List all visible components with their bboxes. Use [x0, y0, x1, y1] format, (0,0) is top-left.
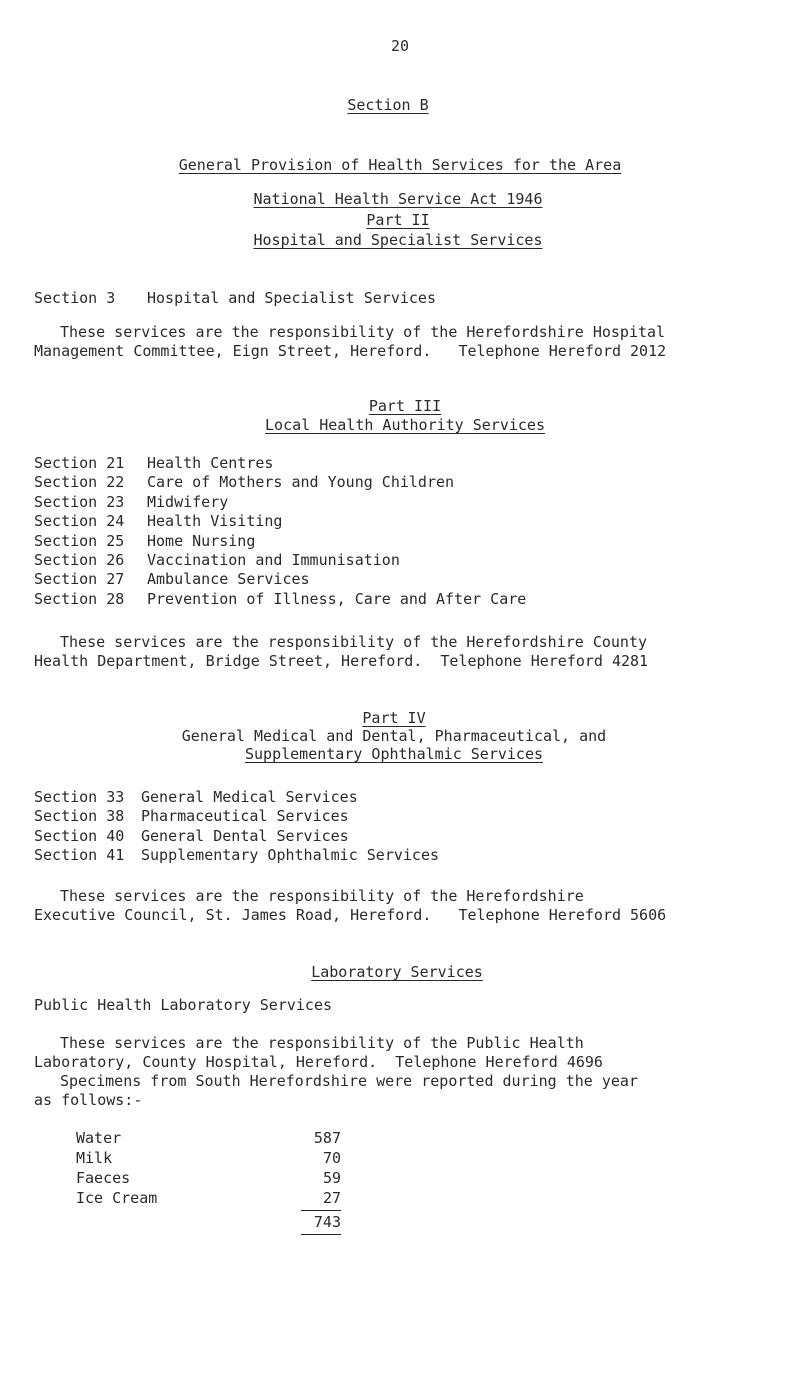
- section-number: Section 38: [34, 807, 125, 826]
- specimen-label: Ice Cream: [76, 1189, 158, 1207]
- section-name: General Medical Services: [141, 788, 358, 806]
- list-item: [34, 472, 754, 491]
- list-item: [34, 589, 754, 608]
- section-name: Midwifery: [147, 492, 229, 511]
- lab-para-line3: Specimens from South Herefordshire were reported during the year: [60, 1072, 638, 1090]
- list-item: [34, 787, 754, 806]
- specimen-count: 587: [313, 1129, 341, 1147]
- specimen-count: 70: [322, 1149, 341, 1167]
- part4-subtitle-line1: General Medical and Dental, Pharmaceutical, and: [181, 727, 607, 745]
- part3-para-line2: Health Department, Bridge Street, Hereford. Telephone Hereford 4281: [34, 652, 649, 670]
- table-row: [76, 1188, 376, 1208]
- list-item: [34, 531, 754, 550]
- total-rule-bottom: [301, 1234, 341, 1235]
- part3-subtitle: Local Health Authority Services: [265, 416, 545, 434]
- list-item: [34, 569, 754, 588]
- specimen-count: 59: [322, 1169, 341, 1187]
- part4-para-line1: These services are the responsibility of the Herefordshire: [60, 887, 584, 905]
- section-number: Section 21: [34, 454, 125, 472]
- section-name: Vaccination and Immunisation: [147, 550, 400, 569]
- section-number: Section 24: [34, 512, 125, 531]
- section3-para-line1: These services are the responsibility of the Herefordshire Hospital: [60, 323, 666, 341]
- specimen-total: 743: [313, 1213, 341, 1231]
- section-title: Section B: [347, 96, 429, 114]
- total-rule-top: [301, 1210, 341, 1211]
- section-name: Health Visiting: [147, 512, 283, 531]
- part4-section-list: [34, 787, 754, 865]
- section3-para-line2: Management Committee, Eign Street, Hereford. Telephone Hereford 2012: [34, 342, 667, 360]
- section-number: Section 26: [34, 550, 125, 569]
- list-item: [34, 826, 754, 845]
- act-title: National Health Service Act 1946: [253, 190, 543, 208]
- part3-section-list: [34, 453, 754, 608]
- section3-title: Hospital and Specialist Services: [147, 289, 436, 307]
- section-number: Section 27: [34, 570, 125, 589]
- table-row: [76, 1168, 376, 1188]
- section-number: Section 28: [34, 589, 125, 608]
- list-item: [34, 453, 754, 472]
- section-number: Section 23: [34, 492, 125, 511]
- part4-para-line2: Executive Council, St. James Road, Hereford. Telephone Hereford 5606: [34, 906, 667, 924]
- section-name: Pharmaceutical Services: [141, 807, 349, 826]
- list-item: [34, 550, 754, 569]
- act-subtitle: Hospital and Specialist Services: [253, 231, 543, 249]
- lab-para-line4: as follows:-: [34, 1091, 143, 1109]
- list-item: [34, 511, 754, 530]
- part4-title: Part IV: [362, 709, 426, 727]
- lab-para-line1: These services are the responsibility of the Public Health: [60, 1034, 584, 1052]
- part4-subtitle-line2: Supplementary Ophthalmic Services: [244, 745, 543, 763]
- specimen-label: Milk: [76, 1149, 113, 1167]
- section3-label: Section 3: [34, 289, 116, 307]
- part3-para-line1: These services are the responsibility of the Herefordshire County: [60, 633, 647, 651]
- section-number: Section 40: [34, 826, 125, 845]
- list-item: [34, 492, 754, 511]
- section-name: Supplementary Ophthalmic Services: [141, 846, 440, 865]
- section-name: General Dental Services: [141, 826, 349, 845]
- lab-title: Laboratory Services: [311, 963, 483, 981]
- table-row: [76, 1148, 376, 1168]
- section-number: Section 41: [34, 846, 125, 865]
- lab-para-line2: Laboratory, County Hospital, Hereford. Telephone Hereford 4696: [34, 1053, 603, 1071]
- section-name: Health Centres: [147, 454, 274, 472]
- specimen-label: Water: [76, 1129, 122, 1147]
- list-item: [34, 845, 754, 864]
- section-name: Care of Mothers and Young Children: [147, 473, 455, 492]
- list-item: [34, 806, 754, 825]
- table-row: [76, 1128, 376, 1148]
- lab-subtitle: Public Health Laboratory Services: [34, 996, 333, 1014]
- section-name: Home Nursing: [147, 531, 256, 550]
- section-number: Section 25: [34, 531, 125, 550]
- act-part: Part II: [366, 211, 430, 229]
- section-name: Ambulance Services: [147, 570, 310, 589]
- specimen-count: 27: [322, 1189, 341, 1207]
- section-name: Prevention of Illness, Care and After Care: [147, 589, 527, 608]
- specimen-label: Faeces: [76, 1169, 131, 1187]
- section-number: Section 33: [34, 788, 125, 806]
- page-number: 20: [390, 37, 410, 55]
- section-number: Section 22: [34, 473, 125, 492]
- part3-title: Part III: [368, 397, 442, 415]
- main-heading: General Provision of Health Services for the Area: [178, 156, 622, 174]
- specimen-table: [76, 1128, 376, 1208]
